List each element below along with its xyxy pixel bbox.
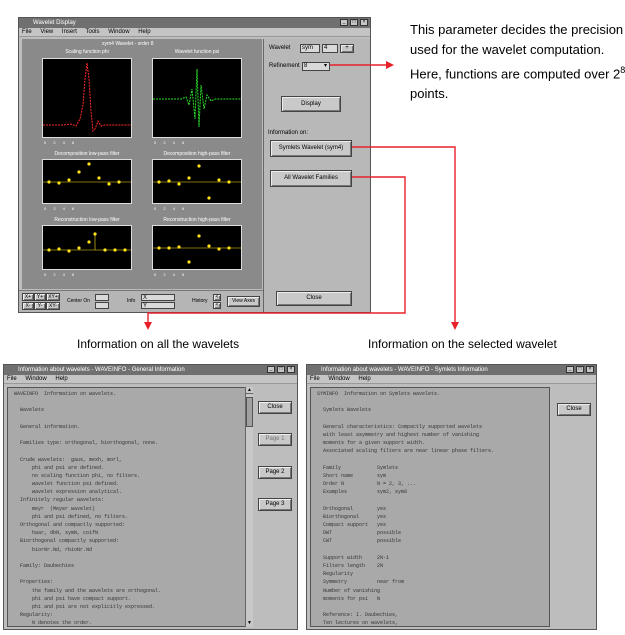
text-line: phi and psi defined, no filters. (11, 513, 129, 520)
minimize-icon[interactable]: _ (340, 19, 348, 26)
caption-selected-wavelet: Information on the selected wavelet (368, 337, 557, 351)
text-line: General information. (11, 423, 81, 430)
info-y-field (141, 302, 175, 309)
zoom-x-plus-button[interactable]: X+ (22, 293, 34, 301)
text-line: haar, dbN, symN, coifN (11, 530, 99, 537)
menu-tools[interactable]: Tools (85, 29, 100, 35)
refinement-select[interactable] (302, 62, 330, 71)
info-selected-wavelet-button[interactable]: Symlets Wavelet (sym4) (270, 140, 352, 157)
annotation-line-4: points. (410, 86, 449, 102)
text-line (314, 496, 546, 504)
minimize-icon[interactable]: _ (267, 366, 275, 373)
text-line: moments for psi N (314, 595, 381, 602)
menu-file[interactable]: File (22, 29, 32, 35)
info-x-label: X (143, 295, 148, 301)
annotation-line-1: This parameter decides the precision (410, 22, 624, 37)
zoom-y-plus-button[interactable]: Y+ (34, 293, 46, 301)
text-line: WAVEINFO Information on wavelets. (11, 391, 117, 397)
history-forward-button[interactable]: < (213, 302, 221, 309)
text-line (314, 546, 546, 554)
caption-all-wavelets: Information on all the wavelets (77, 337, 240, 351)
menu-window[interactable]: Window (25, 376, 47, 382)
menu-window[interactable]: Window (108, 29, 130, 35)
zoom-y-minus-button[interactable]: Y- (34, 302, 46, 310)
menu-file[interactable]: File (310, 376, 320, 382)
scroll-down-icon[interactable]: ▼ (247, 620, 252, 626)
window-title: Wavelet Display (33, 20, 76, 26)
center-on-label: Center On (67, 298, 91, 304)
annotation-exponent: 8 (620, 65, 625, 75)
menu-help[interactable]: Help (138, 29, 151, 35)
text-line: Symmetry near from (314, 579, 405, 586)
text-line: Biorthogonal yes (314, 513, 387, 520)
text-line: Order N N = 2, 3, ... (314, 481, 417, 488)
tick-labels-rec-lo: 0 2 4 6 (44, 272, 78, 277)
dec-lo-stems (43, 160, 131, 203)
text-line (11, 398, 249, 406)
maximize-icon[interactable]: □ (350, 19, 358, 26)
zoom-xy-plus-button[interactable]: XY+ (46, 293, 60, 301)
text-line: Short name sym (314, 472, 387, 479)
dec-hi-stems (153, 160, 241, 203)
close-button[interactable]: Close (276, 291, 352, 306)
text-line (314, 456, 546, 464)
menu-view[interactable]: View (40, 29, 54, 35)
zoom-xy-minus-button[interactable]: XY- (46, 302, 60, 310)
text-line: Number of vanishing (314, 587, 381, 594)
center-on-x-field[interactable] (95, 294, 109, 301)
text-line (314, 415, 546, 423)
text-line: Examples sym2, sym8 (314, 489, 408, 496)
text-line: meyr (Meyer wavelet) (11, 505, 96, 512)
text-line: phi and psi are not explicitly expressed. (11, 603, 156, 610)
text-line: Biorthogonal compactly supported: (11, 538, 120, 545)
info-all-page2-button[interactable]: Page 2 (258, 466, 292, 479)
text-line: biorNr.Nd, rbioNr.Nd (11, 546, 93, 553)
info-all-page1-button[interactable]: Page 1 (258, 433, 292, 446)
close-icon[interactable]: × (586, 366, 594, 373)
text-line (11, 431, 249, 439)
plot-title-dec-hi: Decomposition high-pass filter (163, 151, 231, 157)
text-line (11, 554, 249, 562)
text-line: Reference: I. Daubechies, (314, 612, 399, 619)
plot-title: sym4 Wavelet - order 8 (102, 41, 154, 47)
annotation-line-3 (410, 60, 625, 84)
view-axes-button[interactable]: View Axes (227, 296, 260, 307)
tick-labels-rec-hi: 0 2 4 6 (154, 272, 188, 277)
text-line: Regularity (314, 571, 354, 578)
tick-labels-dec-lo: 0 2 4 6 (44, 206, 78, 211)
plot-title-dec-lo: Decomposition low-pass filter (54, 151, 120, 157)
info-selected-window (306, 364, 597, 630)
text-line: Regularity: (11, 612, 54, 619)
center-on-y-field[interactable] (95, 302, 109, 309)
text-line: General characteristics: Compactly supported wavelets (314, 423, 483, 430)
menu-window[interactable]: Window (328, 376, 350, 382)
wavelet-order-select[interactable]: 4 (322, 44, 338, 53)
info-y-label: Y (143, 303, 148, 309)
reconstruction-high-pass-plot[interactable] (152, 225, 242, 270)
scroll-up-icon[interactable]: ▲ (247, 387, 252, 393)
text-line: Support width 2N-1 (314, 554, 390, 561)
text-line: DWT possible (314, 530, 402, 537)
wavelet-label: Wavelet (269, 45, 291, 51)
minimize-icon[interactable]: _ (566, 366, 574, 373)
text-line: Families type: orthogonal, biorthogonal, none. (11, 440, 159, 447)
tick-labels-psi: 0 2 4 6 (154, 140, 188, 145)
text-line: Crude wavelets: gaus, mexh, morl, (11, 456, 123, 463)
info-sel-close-button[interactable]: Close (557, 403, 591, 416)
title-bar[interactable] (19, 18, 370, 28)
info-all-title: Information about wavelets - WAVEINFO - General Information (18, 367, 185, 373)
text-line: Infinitely regular wavelets: (11, 497, 105, 504)
info-all-title-bar[interactable] (4, 365, 297, 375)
text-line: with least asymmetry and highest number of vanishing (314, 431, 480, 438)
text-line: moments for a given support width. (314, 440, 426, 447)
text-line: wavelet expression analytical. (11, 489, 123, 496)
info-all-wavelets-button[interactable]: All Wavelet Families (270, 170, 352, 187)
control-panel (263, 39, 370, 312)
text-line: Symlets Wavelets (314, 407, 372, 414)
text-line (11, 447, 249, 455)
zoom-x-minus-button[interactable]: X- (22, 302, 34, 310)
text-line: Orthogonal and compactly supported: (11, 522, 126, 528)
wavelet-display-window (18, 17, 371, 313)
plot-area (22, 39, 262, 289)
menu-help[interactable]: Help (55, 376, 68, 382)
text-line: Wavelets (11, 407, 45, 414)
text-line: Ten lectures on wavelets, (314, 620, 399, 627)
close-icon[interactable]: × (360, 19, 368, 26)
wavelet-function-curve (153, 59, 241, 137)
menu-bar (19, 28, 370, 37)
info-all-page3-button[interactable]: Page 3 (258, 498, 292, 511)
refinement-annotation (410, 20, 625, 104)
text-line (11, 570, 249, 578)
plot-title-phi: Scaling function phi (65, 49, 109, 55)
history-label: History (192, 298, 208, 304)
text-line: N denotes the order. (11, 620, 93, 627)
chevron-down-icon: ▾ (323, 63, 327, 69)
text-line: Orthogonal yes (314, 505, 387, 512)
annotation-line-2: used for the wavelet computation. (410, 42, 605, 57)
text-line: Family Symlets (314, 464, 399, 471)
wavelet-family-select[interactable]: sym (300, 44, 320, 53)
history-back-button[interactable]: < (213, 294, 221, 301)
display-button[interactable]: Display (281, 96, 341, 112)
scaling-function-plot[interactable] (42, 58, 132, 138)
text-line: phi and psi are defined. (11, 464, 105, 471)
scrollbar-thumb[interactable] (246, 397, 253, 427)
text-line: the family and the wavelets are orthogonal. (11, 587, 162, 594)
wavelet-next-button[interactable]: + (340, 44, 354, 53)
plot-title-rec-hi: Reconstruction high-pass filter (163, 217, 231, 223)
wavelet-function-plot[interactable] (152, 58, 242, 138)
decomposition-high-pass-plot[interactable] (152, 159, 242, 204)
info-x-field (141, 294, 175, 301)
close-icon[interactable]: × (287, 366, 295, 373)
info-sel-title-bar[interactable] (307, 365, 596, 375)
text-line: Filters length 2N (314, 562, 384, 569)
text-line: Family: Daubechies (11, 562, 75, 569)
plot-title-psi: Wavelet function psi (174, 49, 220, 55)
scaling-function-curve (43, 59, 131, 137)
text-line (11, 415, 249, 423)
info-sel-text[interactable] (310, 387, 550, 627)
text-line: SYMINFO Information on Symlets wavelets. (314, 391, 441, 397)
refinement-label: Refinement (269, 63, 300, 69)
info-all-close-button[interactable]: Close (258, 401, 292, 414)
tick-labels-dec-hi: 0 2 4 6 (154, 206, 188, 211)
text-line: Associated scaling filters are near linear phase filters. (314, 448, 495, 455)
info-sel-menu-bar (307, 375, 596, 384)
info-label: Info (127, 298, 136, 304)
info-all-menu-bar (4, 375, 297, 384)
menu-file[interactable]: File (7, 376, 17, 382)
maximize-icon[interactable]: □ (576, 366, 584, 373)
decomposition-low-pass-plot[interactable] (42, 159, 132, 204)
info-sel-title: Information about wavelets - WAVEINFO - Symlets Information (321, 367, 488, 373)
tick-labels-phi: 0 2 4 6 (44, 140, 78, 145)
text-line: Properties: (11, 579, 54, 586)
rec-hi-stems (153, 226, 241, 269)
text-line: CWT possible (314, 538, 402, 545)
info-all-text[interactable] (7, 387, 253, 627)
text-line: wavelet function psi defined. (11, 481, 120, 488)
text-line (314, 603, 546, 611)
menu-insert[interactable]: Insert (61, 29, 77, 35)
text-line: Compact support yes (314, 522, 387, 528)
rec-lo-stems (43, 226, 131, 269)
menu-help[interactable]: Help (358, 376, 371, 382)
text-line (314, 398, 546, 406)
refinement-value: 8 (304, 63, 308, 69)
reconstruction-low-pass-plot[interactable] (42, 225, 132, 270)
maximize-icon[interactable]: □ (277, 366, 285, 373)
info-all-window (3, 364, 298, 630)
text-line: phi and psi have compact support. (11, 595, 132, 602)
annotation-line-3-text: Here, functions are computed over 2 (410, 66, 621, 82)
plot-title-rec-lo: Reconstruction low-pass filter (54, 217, 120, 223)
text-line: no scaling function phi, no filters. (11, 472, 141, 479)
info-all-scrollbar[interactable] (245, 387, 253, 627)
bottom-toolbar (19, 290, 263, 312)
information-label: Information on: (268, 130, 309, 136)
